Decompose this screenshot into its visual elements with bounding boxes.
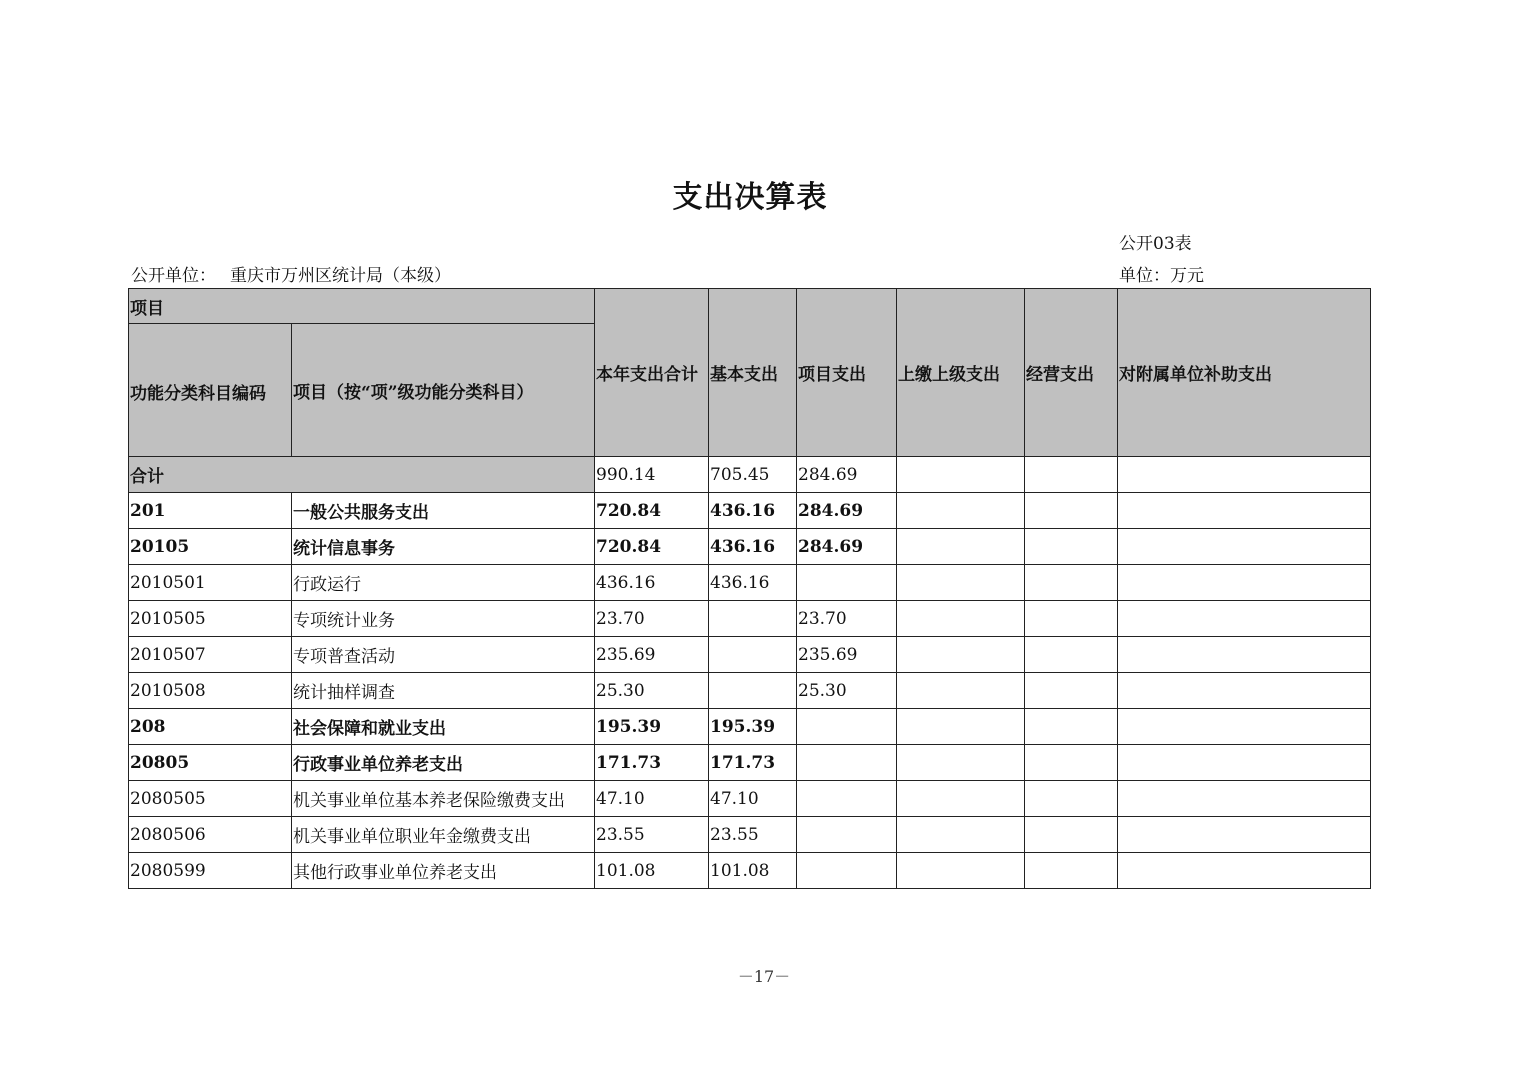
table-row <box>129 745 1371 781</box>
cell-name: 专项统计业务 <box>292 601 595 637</box>
cell-code: 20105 <box>129 529 292 565</box>
expenditure-table <box>128 288 1371 889</box>
cell-name: 一般公共服务支出 <box>292 493 595 529</box>
cell-code: 2010508 <box>129 673 292 709</box>
cell-total: 235.69 <box>595 637 709 673</box>
cell-code: 2010507 <box>129 637 292 673</box>
header-total: 本年支出合计 <box>595 289 709 457</box>
cell-subsidy <box>1118 817 1371 853</box>
cell-business <box>1025 853 1118 889</box>
cell-upper <box>897 529 1025 565</box>
table-row <box>129 529 1371 565</box>
cell-code: 208 <box>129 709 292 745</box>
cell-name: 统计信息事务 <box>292 529 595 565</box>
total-row-business <box>1025 457 1118 493</box>
cell-upper <box>897 637 1025 673</box>
cell-basic: 436.16 <box>709 565 797 601</box>
cell-name: 机关事业单位基本养老保险缴费支出 <box>292 781 595 817</box>
total-row-total: 990.14 <box>595 457 709 493</box>
cell-basic <box>709 637 797 673</box>
header-subsidy: 对附属单位补助支出 <box>1118 289 1371 457</box>
header-project: 项目支出 <box>797 289 897 457</box>
total-row-subsidy <box>1118 457 1371 493</box>
table-row <box>129 853 1371 889</box>
cell-basic: 101.08 <box>709 853 797 889</box>
total-row-upper <box>897 457 1025 493</box>
cell-basic <box>709 673 797 709</box>
cell-upper <box>897 673 1025 709</box>
table-row <box>129 493 1371 529</box>
header-upper: 上缴上级支出 <box>897 289 1025 457</box>
header-basic: 基本支出 <box>709 289 797 457</box>
table-row <box>129 673 1371 709</box>
cell-subsidy <box>1118 853 1371 889</box>
page-number: －17－ <box>737 967 791 986</box>
cell-total: 101.08 <box>595 853 709 889</box>
cell-name: 社会保障和就业支出 <box>292 709 595 745</box>
table-row <box>129 637 1371 673</box>
cell-project <box>797 709 897 745</box>
header-business: 经营支出 <box>1025 289 1118 457</box>
cell-name: 机关事业单位职业年金缴费支出 <box>292 817 595 853</box>
cell-upper <box>897 601 1025 637</box>
header-name: 项目（按“项”级功能分类科目） <box>292 324 595 457</box>
cell-upper <box>897 853 1025 889</box>
cell-total: 23.55 <box>595 817 709 853</box>
cell-name: 其他行政事业单位养老支出 <box>292 853 595 889</box>
total-row-label: 合计 <box>129 457 595 493</box>
cell-subsidy <box>1118 637 1371 673</box>
cell-business <box>1025 601 1118 637</box>
cell-total: 720.84 <box>595 529 709 565</box>
cell-code: 2010505 <box>129 601 292 637</box>
cell-code: 201 <box>129 493 292 529</box>
table-row <box>129 781 1371 817</box>
cell-code: 2080506 <box>129 817 292 853</box>
cell-business <box>1025 637 1118 673</box>
cell-subsidy <box>1118 709 1371 745</box>
cell-basic: 171.73 <box>709 745 797 781</box>
cell-business <box>1025 745 1118 781</box>
cell-basic: 23.55 <box>709 817 797 853</box>
reporting-unit-label: 公开单位： <box>131 266 216 286</box>
reporting-unit-name: 重庆市万州区统计局（本级） <box>230 266 451 286</box>
cell-business <box>1025 673 1118 709</box>
cell-project <box>797 745 897 781</box>
page-title: 支出决算表 <box>672 180 828 215</box>
cell-project: 25.30 <box>797 673 897 709</box>
cell-upper <box>897 781 1025 817</box>
cell-basic: 436.16 <box>709 493 797 529</box>
cell-business <box>1025 529 1118 565</box>
cell-name: 行政运行 <box>292 565 595 601</box>
cell-upper <box>897 817 1025 853</box>
cell-business <box>1025 781 1118 817</box>
cell-project: 235.69 <box>797 637 897 673</box>
table-row <box>129 817 1371 853</box>
cell-project: 284.69 <box>797 493 897 529</box>
cell-basic: 47.10 <box>709 781 797 817</box>
cell-code: 2010501 <box>129 565 292 601</box>
cell-upper <box>897 493 1025 529</box>
cell-subsidy <box>1118 781 1371 817</box>
cell-name: 行政事业单位养老支出 <box>292 745 595 781</box>
cell-upper <box>897 565 1025 601</box>
cell-total: 436.16 <box>595 565 709 601</box>
header-project-group: 项目 <box>129 289 595 324</box>
table-row <box>129 601 1371 637</box>
cell-subsidy <box>1118 565 1371 601</box>
cell-total: 195.39 <box>595 709 709 745</box>
reporting-unit <box>131 261 451 286</box>
cell-total: 720.84 <box>595 493 709 529</box>
cell-total: 23.70 <box>595 601 709 637</box>
cell-project <box>797 853 897 889</box>
total-row-project: 284.69 <box>797 457 897 493</box>
cell-subsidy <box>1118 745 1371 781</box>
total-row-basic: 705.45 <box>709 457 797 493</box>
cell-subsidy <box>1118 673 1371 709</box>
cell-basic: 195.39 <box>709 709 797 745</box>
cell-project: 284.69 <box>797 529 897 565</box>
cell-code: 2080599 <box>129 853 292 889</box>
form-number: 公开03表 <box>1119 234 1192 254</box>
cell-total: 47.10 <box>595 781 709 817</box>
cell-project <box>797 817 897 853</box>
cell-project <box>797 781 897 817</box>
cell-business <box>1025 493 1118 529</box>
cell-name: 专项普查活动 <box>292 637 595 673</box>
cell-subsidy <box>1118 529 1371 565</box>
cell-total: 25.30 <box>595 673 709 709</box>
cell-business <box>1025 565 1118 601</box>
header-code: 功能分类科目编码 <box>129 324 292 457</box>
cell-project: 23.70 <box>797 601 897 637</box>
cell-subsidy <box>1118 493 1371 529</box>
cell-business <box>1025 709 1118 745</box>
cell-basic: 436.16 <box>709 529 797 565</box>
cell-upper <box>897 745 1025 781</box>
cell-code: 20805 <box>129 745 292 781</box>
cell-upper <box>897 709 1025 745</box>
table-row <box>129 565 1371 601</box>
cell-total: 171.73 <box>595 745 709 781</box>
cell-basic <box>709 601 797 637</box>
cell-business <box>1025 817 1118 853</box>
table-row <box>129 709 1371 745</box>
cell-project <box>797 565 897 601</box>
currency-unit: 单位：万元 <box>1119 266 1204 286</box>
cell-name: 统计抽样调查 <box>292 673 595 709</box>
cell-code: 2080505 <box>129 781 292 817</box>
cell-subsidy <box>1118 601 1371 637</box>
